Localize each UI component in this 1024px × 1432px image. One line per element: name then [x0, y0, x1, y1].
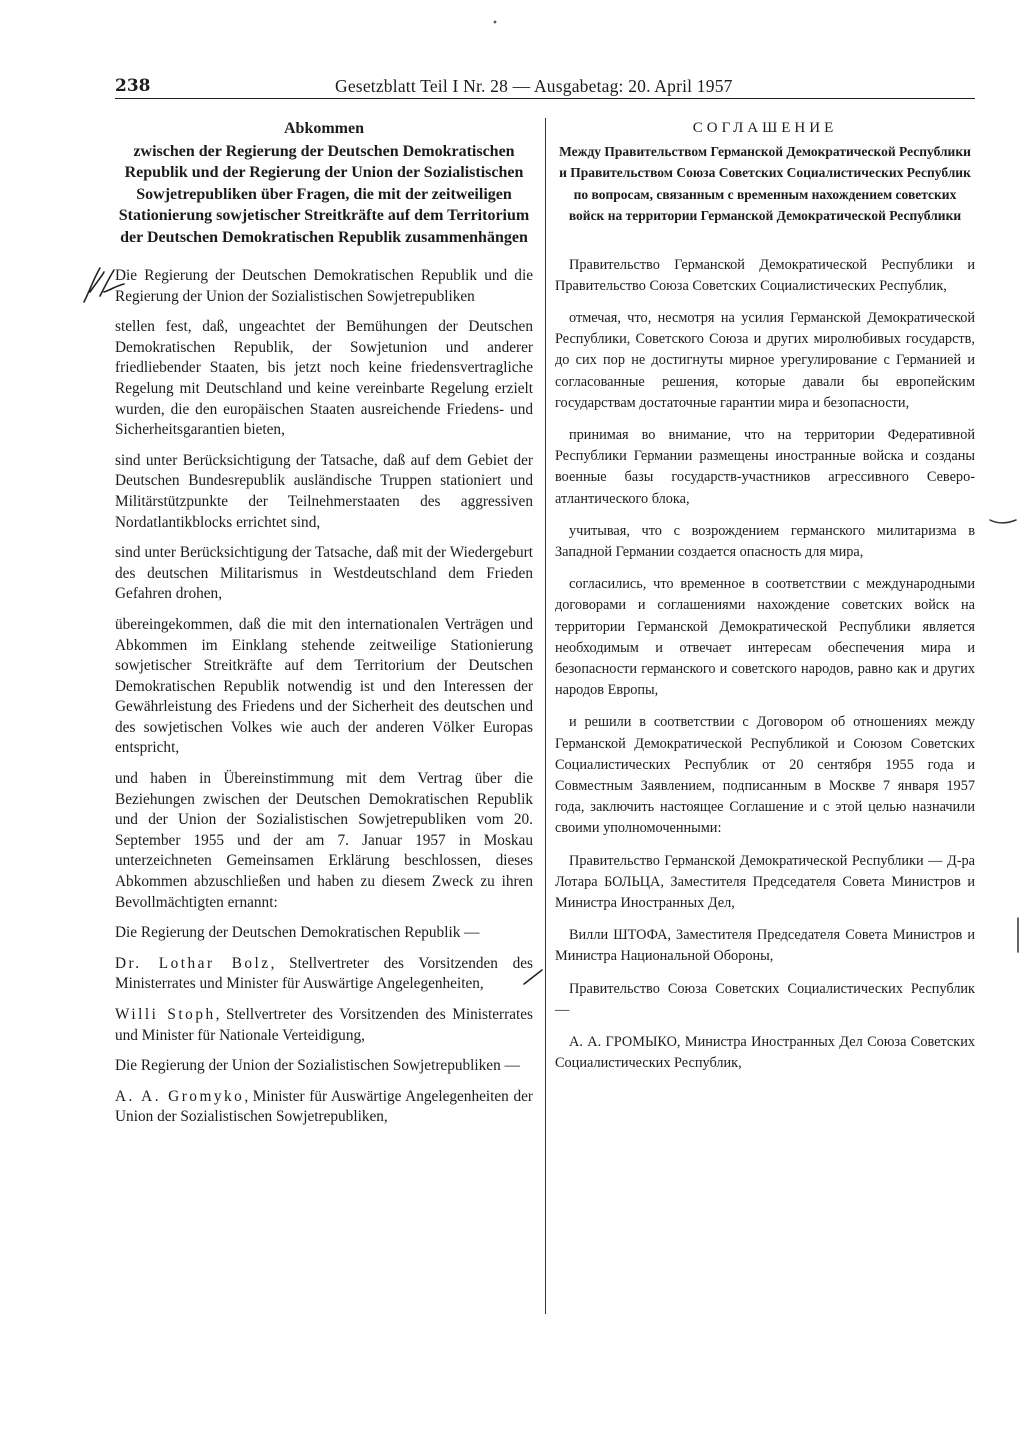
german-signatory-stoph — [115, 1005, 533, 1046]
russian-paragraph: Правительство Союза Советских Социалистических Республик — — [555, 980, 975, 1018]
page-number: 238 — [115, 76, 151, 96]
running-head: Gesetzblatt Teil I Nr. 28 — Ausgabetag: 20. April 1957 — [335, 76, 733, 96]
german-title-heading: Abkommen — [283, 120, 364, 137]
column-divider — [545, 118, 546, 1314]
german-paragraph: stellen fest, daß, ungeachtet der Bemühungen der Deutschen Demokratischen Republik, der Sowjetunion und anderer friedliebender Staaten, bis jetzt noch keine friedensvertragliche Regelung mit Deutschland und keine vereinbarte Regelung erzielt wurden, die den europäischen Staaten ausreichende Friedens- und Sicherheitsgarantien bieten, — [115, 318, 533, 439]
signatory-name: A. A. Gromyko — [115, 1087, 245, 1105]
russian-title-subheading: Между Правительством Германской Демократической Республики и Правительством Союза Советских Социалистических Республик по вопросам, связанным с временным нахождением советских войск на территории Германской Демократической Республики — [559, 143, 971, 223]
russian-paragraph: Правительство Германской Демократической Республики и Правительство Союза Советских Социалистических Республик, — [555, 256, 975, 294]
german-title-subheading: zwischen der Regierung der Deutschen Demokratischen Republik und der Regierung der Union der Sozialistischen Sowjetrepubliken über Fragen, die mit der zeitweiligen Stationierung sowjetischer Streitkräfte auf dem Territorium der Deutschen Demokratischen Republik zusammenhängen — [118, 142, 530, 246]
german-signatory-bolz — [115, 954, 533, 995]
russian-title — [555, 118, 975, 227]
signatory-name: Dr. Lothar Bolz — [115, 954, 271, 972]
header-rule — [115, 98, 975, 99]
margin-mark — [1010, 916, 1024, 956]
margin-mark — [988, 513, 1018, 527]
russian-paragraph: согласились, что временное в соответствии с международными договорами и соглашениями нахождение советских войск на территории Германской Демократической Республики является необходимым и отвечает интересам обеспечения мира и безопасности германского и советского народов, равно как и других народов Европы, — [555, 576, 975, 699]
handwritten-margin-mark — [80, 262, 128, 308]
signatory-title: , Minister für Auswärtige Angelegenheiten der Union der Sozialistischen Sowjetrepubliken, — [115, 1087, 533, 1126]
handwritten-tick-mark — [522, 966, 546, 988]
russian-title-heading: СОГЛАШЕНИЕ — [692, 120, 838, 136]
german-title — [115, 118, 533, 248]
german-paragraph: und haben in Übereinstimmung mit dem Vertrag über die Beziehungen zwischen der Deutschen Demokratischen Republik und der Union der Sozialistischen Sowjetrepubliken vom 20. September 1955 und der am 7. Januar 1957 in Moskau unterzeichneten Gemeinsamen Erklärung beschlossen, dieses Abkommen abzuschließen und haben zu diesem Zweck zu ihren Bevollmächtigten ernannt: — [115, 770, 533, 911]
german-paragraph: übereingekommen, daß die mit den internationalen Verträgen und Abkommen im Einklang stehende zeitweilige Stationierung sowjetischer Streitkräfte auf dem Territorium der Deutschen Demokratischen Republik notwendig ist und den Interessen der Gewährleistung des Friedens und der Sicherheit des deutschen und des sowjetischen Volkes wie auch der anderen Völker Europas entspricht, — [115, 615, 533, 757]
signatory-title: , Stellvertreter des Vorsitzenden des Ministerrates und Minister für Auswärtige Angelegenheiten, — [115, 954, 533, 993]
german-signatory-gromyko — [115, 1087, 533, 1128]
german-paragraph: Die Regierung der Deutschen Demokratischen Republik — — [115, 924, 480, 942]
russian-column — [555, 118, 975, 1085]
german-paragraph: Die Regierung der Union der Sozialistischen Sowjetrepubliken — — [115, 1057, 520, 1075]
russian-paragraph: Правительство Германской Демократической Республики — Д-ра Лотара БОЛЬЦА, Заместителя Председателя Совета Министров и Министра Иностранных Дел, — [555, 852, 975, 911]
russian-paragraph: и решили в соответствии с Договором об отношениях между Германской Демократической Республикой и Союзом Советских Социалистических Республик от 20 сентября 1955 года и Совместным Заявлением, подписанным в Москве 7 января 1957 года, заключить настоящее Соглашение и с этой целью назначили своими уполномоченными: — [555, 714, 975, 837]
german-paragraph: Die Regierung der Deutschen Demokratischen Republik und die Regierung der Union der Sozialistischen Sowjetrepubliken — [115, 267, 533, 305]
russian-paragraph: принимая во внимание, что на территории Федеративной Республики Германии размещены иностранные войска и созданы военные базы государств-участников агрессивного Северо-атлантического блока, — [555, 426, 975, 507]
scan-speck — [492, 12, 498, 22]
russian-paragraph: А. А. ГРОМЫКО, Министра Иностранных Дел Союза Советских Социалистических Республик, — [555, 1034, 975, 1072]
signatory-name: Willi Stoph — [115, 1006, 216, 1023]
german-paragraph: sind unter Berücksichtigung der Tatsache, daß mit der Wiedergeburt des deutschen Militarismus in Westdeutschland dem Frieden Gefahren drohen, — [115, 544, 533, 603]
russian-paragraph: Вилли ШТОФА, Заместителя Председателя Совета Министров и Министра Национальной Обороны, — [555, 927, 975, 965]
german-column — [115, 118, 533, 1138]
page-header — [115, 74, 975, 100]
signatory-title: , Stellvertreter des Vorsitzenden des Ministerrates und Minister für Nationale Verteidigung, — [115, 1006, 534, 1044]
russian-paragraph: отмечая, что, несмотря на усилия Германской Демократической Республики, Советского Союза и других миролюбивых государств, до сих пор не достигнуты мирное урегулирование с Германией и согласованные решения, которые давали бы европейским государствам достаточные гарантии мира и безопасности, — [555, 309, 975, 411]
russian-paragraph: учитывая, что с возрождением германского милитаризма в Западной Германии создается опасность для мира, — [555, 522, 975, 560]
german-paragraph: sind unter Berücksichtigung der Tatsache, daß auf dem Gebiet der Deutschen Bundesrepublik ausländische Truppen stationiert und Militärstützpunkte der Teilnehmerstaaten des aggressiven Nordatlantikblocks errichtet sind, — [115, 451, 533, 531]
